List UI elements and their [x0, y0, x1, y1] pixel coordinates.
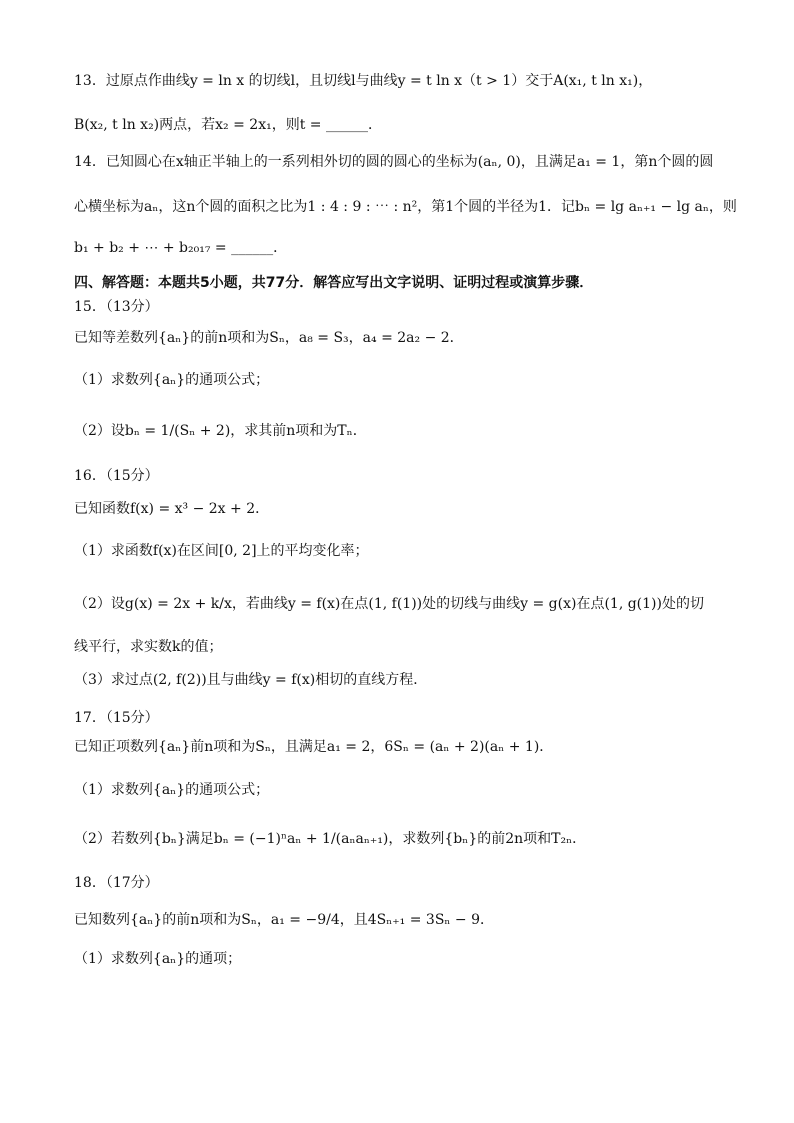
q16-part-2-line-1: （2）设g(x) = 2x + k/x，若曲线y = f(x)在点(1, f(1))处的切线与曲线y = g(x)在点(1, g(1))处的切 [74, 596, 704, 612]
q15-part-2: （2）设bₙ = 1/(Sₙ + 2)，求其前n项和为Tₙ． [74, 423, 367, 439]
q18-part-1: （1）求数列{aₙ}的通项； [74, 951, 242, 967]
q14-line-3: b₁ + b₂ + ⋯ + b₂₀₁₇ = ______． [74, 240, 288, 256]
q18-stem: 已知数列{aₙ}的前n项和为Sₙ，a₁ = −9/4，且4Sₙ₊₁ = 3Sₙ − 9． [74, 912, 495, 928]
q15-part-1: （1）求数列{aₙ}的通项公式； [74, 372, 270, 388]
q16-part-1: （1）求函数f(x)在区间[0, 2]上的平均变化率； [74, 543, 369, 559]
q16-header: 16．（15分） [74, 468, 159, 484]
q16-part-2-line-2: 线平行，求实数k的值； [74, 639, 223, 655]
q16-stem: 已知函数f(x) = x³ − 2x + 2． [74, 501, 270, 517]
q15-stem: 已知等差数列{aₙ}的前n项和为Sₙ，a₈ = S₃，a₄ = 2a₂ − 2． [74, 330, 464, 346]
q17-header: 17．（15分） [74, 710, 159, 726]
q14-line-1: 14．已知圆心在x轴正半轴上的一系列相外切的圆的圆心的坐标为(aₙ, 0)，且满足a₁ = 1，第n个圆的圆 [74, 154, 714, 170]
q17-stem: 已知正项数列{aₙ}前n项和为Sₙ，且满足a₁ = 2，6Sₙ = (aₙ + 2)(aₙ + 1)． [74, 739, 554, 755]
section-heading: 四、解答题：本题共5小题，共77分．解答应写出文字说明、证明过程或演算步骤． [74, 275, 594, 291]
q16-part-3: （3）求过点(2, f(2))且与曲线y = f(x)相切的直线方程． [74, 672, 428, 688]
q14-line-2: 心横坐标为aₙ，这n个圆的面积之比为1 : 4 : 9 : ⋯ : n²，第1个圆的半径为1．记bₙ = lg aₙ₊₁ − lg aₙ，则 [74, 199, 737, 215]
q13-line-2: B(x₂, t ln x₂)两点，若x₂ = 2x₁，则t = ______． [74, 117, 382, 133]
q13-line-1: 13．过原点作曲线y = ln x 的切线l，且切线l与曲线y = t ln x（t > 1）交于A(x₁, t ln x₁)， [74, 73, 653, 89]
q15-header: 15．（13分） [74, 299, 159, 315]
q18-header: 18．（17分） [74, 875, 159, 891]
q17-part-1: （1）求数列{aₙ}的通项公式； [74, 782, 270, 798]
q17-part-2: （2）若数列{bₙ}满足bₙ = (−1)ⁿaₙ + 1/(aₙaₙ₊₁)，求数列{bₙ}的前2n项和T₂ₙ． [74, 831, 587, 847]
